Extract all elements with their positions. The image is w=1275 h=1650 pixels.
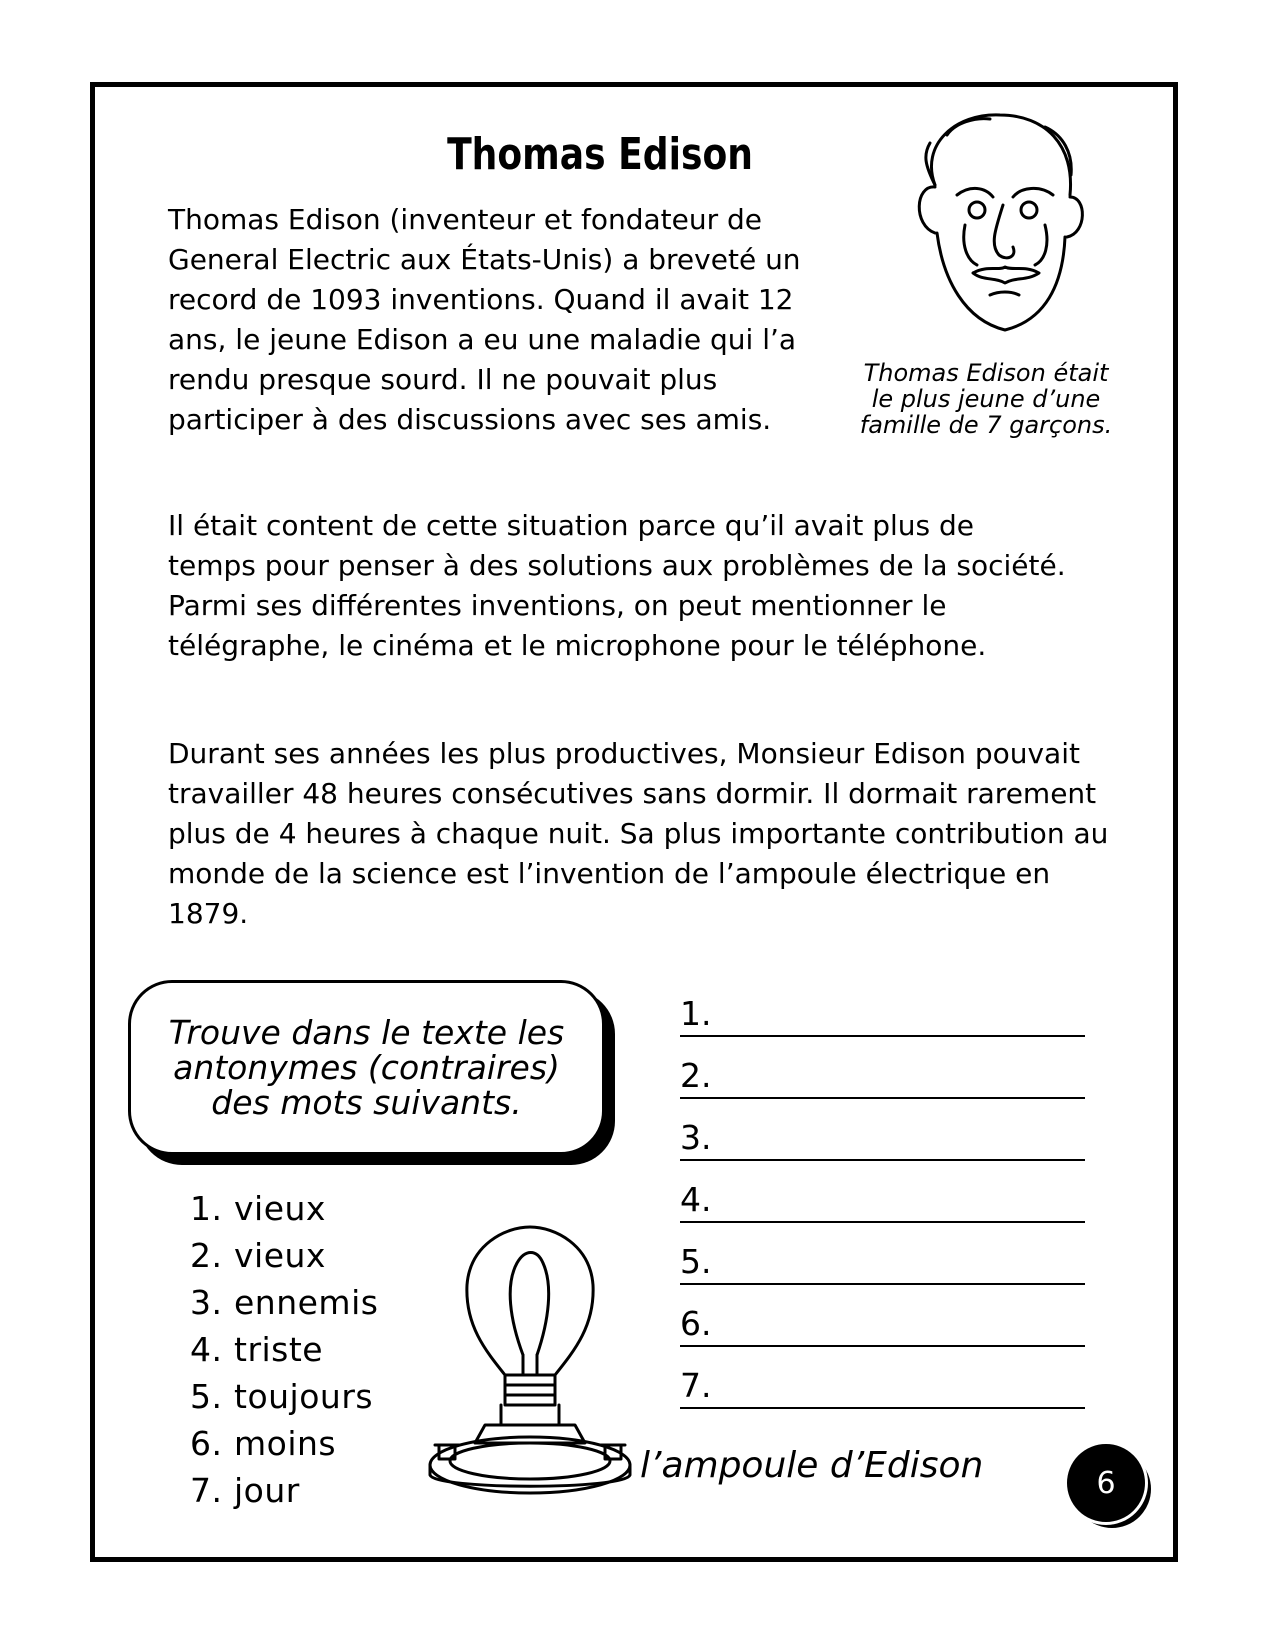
- list-item: 5. toujours: [190, 1377, 374, 1416]
- list-item: 1. vieux: [190, 1189, 326, 1228]
- word-list: [190, 1185, 378, 1514]
- answer-lines: [680, 975, 1085, 1409]
- instruction-box: [128, 980, 605, 1155]
- page-title: Thomas Edison: [447, 129, 753, 181]
- answer-line[interactable]: 2.: [680, 1037, 1085, 1099]
- page-number: 6: [1064, 1441, 1148, 1525]
- answer-line[interactable]: 4.: [680, 1161, 1085, 1223]
- answer-line[interactable]: 6.: [680, 1285, 1085, 1347]
- list-item: 2. vieux: [190, 1236, 326, 1275]
- list-item: 7. jour: [190, 1471, 300, 1510]
- answer-line[interactable]: 3.: [680, 1099, 1085, 1161]
- instruction-text: Trouve dans le texte les antonymes (contraires) des mots suivants.: [168, 1013, 565, 1122]
- bulb-caption: l’ampoule d’Edison: [640, 1445, 984, 1486]
- edison-portrait-icon: [895, 105, 1095, 350]
- paragraph-3: Durant ses années les plus productives, Monsieur Edison pouvait travailler 48 heures consécutives sans dormir. Il dormait rarement plus de 4 heures à chaque nuit. Sa plus importante contribution au monde de la science est l’invention de l’ampoule électrique en 1879.: [168, 737, 1109, 930]
- light-bulb-icon: [425, 1225, 635, 1500]
- answer-line[interactable]: 5.: [680, 1223, 1085, 1285]
- list-item: 3. ennemis: [190, 1283, 379, 1322]
- answer-line[interactable]: 1.: [680, 975, 1085, 1037]
- answer-line[interactable]: 7.: [680, 1347, 1085, 1409]
- paragraph-2: Il était content de cette situation parce qu’il avait plus de temps pour penser à des solutions aux problèmes de la société. Parmi ses différentes inventions, on peut mentionner le télégraphe, le cinéma et le microphone pour le téléphone.: [168, 509, 1066, 662]
- list-item: 6. moins: [190, 1424, 337, 1463]
- paragraph-1: Thomas Edison (inventeur et fondateur de General Electric aux États-Unis) a breveté un record de 1093 inventions. Quand il avait 12 ans, le jeune Edison a eu une maladie qui l’a rendu presque sourd. Il ne pouvait plus participer à des discussions avec ses amis.: [168, 203, 801, 436]
- portrait-caption: Thomas Edison était le plus jeune d’une famille de 7 garçons.: [859, 359, 1113, 439]
- list-item: 4. triste: [190, 1330, 324, 1369]
